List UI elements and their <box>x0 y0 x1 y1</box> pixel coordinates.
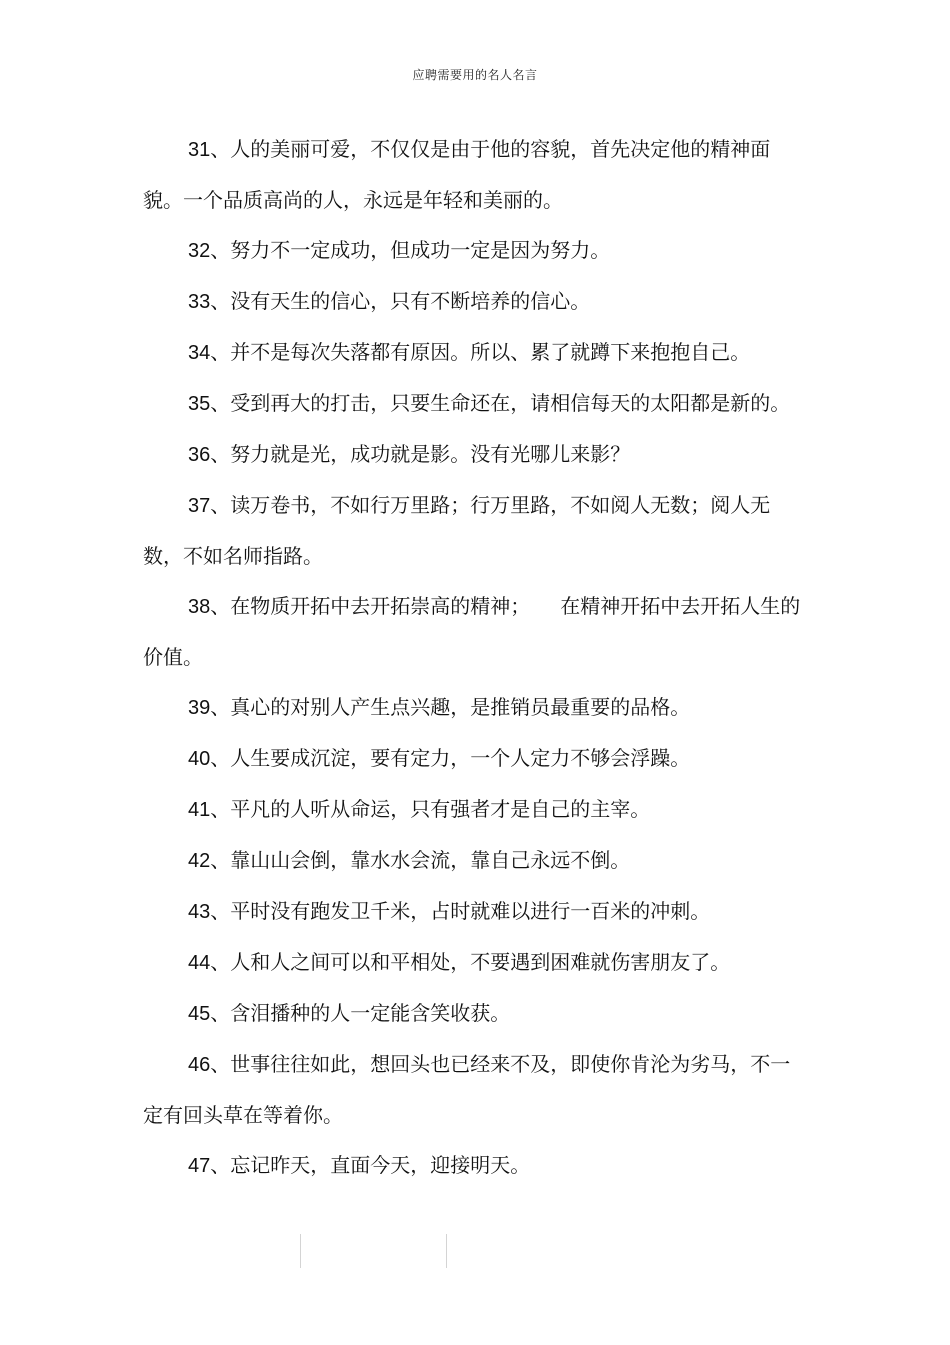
quote-number: 33 <box>188 291 211 313</box>
quote-item <box>143 1039 803 1140</box>
quote-text: 、靠山山会倒，靠水水会流，靠自己永远不倒。 <box>210 848 631 872</box>
quote-item <box>143 378 803 429</box>
quote-item <box>143 886 803 937</box>
quote-number: 42 <box>188 850 211 872</box>
quote-text: 、含泪播种的人一定能含笑收获。 <box>210 1001 511 1025</box>
quote-text: 、人生要成沉淀，要有定力，一个人定力不够会浮躁。 <box>210 746 691 770</box>
quote-item <box>143 1140 803 1191</box>
quote-number: 43 <box>188 901 211 923</box>
quote-item <box>143 733 803 784</box>
quote-text: 、平时没有跑发卫千米，占时就难以进行一百米的冲刺。 <box>210 899 711 923</box>
quote-number: 38 <box>188 596 211 618</box>
divider-line <box>446 1234 447 1268</box>
quote-text: 、平凡的人听从命运，只有强者才是自己的主宰。 <box>210 797 651 821</box>
quote-item <box>143 276 803 327</box>
divider-line <box>300 1234 301 1268</box>
quote-item <box>143 682 803 733</box>
quote-text: 、努力不一定成功，但成功一定是因为努力。 <box>210 238 611 262</box>
quote-text: 、受到再大的打击，只要生命还在，请相信每天的太阳都是新的。 <box>210 391 791 415</box>
quote-item <box>143 327 803 378</box>
quote-text: 、在物质开拓中去开拓崇高的精神； 在精神开拓中去开拓人生的价值。 <box>143 594 801 669</box>
quote-text: 、真心的对别人产生点兴趣，是推销员最重要的品格。 <box>210 695 691 719</box>
quote-text: 、努力就是光，成功就是影。没有光哪儿来影？ <box>210 442 631 466</box>
quote-item <box>143 835 803 886</box>
quote-number: 37 <box>188 495 211 517</box>
quote-number: 31 <box>188 139 211 161</box>
quote-number: 44 <box>188 952 211 974</box>
quote-number: 41 <box>188 799 211 821</box>
quote-item <box>143 988 803 1039</box>
quote-number: 35 <box>188 393 211 415</box>
quote-item <box>143 480 803 581</box>
quote-item <box>143 937 803 988</box>
page-header-title: 应聘需要用的名人名言 <box>412 68 538 82</box>
quote-text: 、忘记昨天，直面今天，迎接明天。 <box>210 1153 531 1177</box>
quote-number: 47 <box>188 1155 211 1177</box>
quote-item <box>143 124 803 225</box>
quote-item <box>143 581 803 682</box>
quote-item <box>143 225 803 276</box>
quote-number: 46 <box>188 1054 211 1076</box>
quote-text: 、没有天生的信心，只有不断培养的信心。 <box>210 289 591 313</box>
quote-number: 40 <box>188 748 211 770</box>
quote-number: 36 <box>188 444 211 466</box>
quote-item <box>143 784 803 835</box>
quote-text: 、并不是每次失落都有原因。所以、累了就蹲下来抱抱自己。 <box>210 340 751 364</box>
quote-text: 、读万卷书，不如行万里路；行万里路，不如阅人无数；阅人无数，不如名师指路。 <box>143 493 771 568</box>
quote-number: 34 <box>188 342 211 364</box>
quote-item <box>143 429 803 480</box>
quote-number: 32 <box>188 240 211 262</box>
quote-number: 45 <box>188 1003 211 1025</box>
quote-text: 、人的美丽可爱，不仅仅是由于他的容貌，首先决定他的精神面貌。一个品质高尚的人，永远是年轻和美丽的。 <box>143 137 771 212</box>
quote-text: 、人和人之间可以和平相处，不要遇到困难就伤害朋友了。 <box>210 950 731 974</box>
quote-list <box>143 124 803 1191</box>
quote-text: 、世事往往如此，想回头也已经来不及，即使你肯沦为劣马，不一定有回头草在等着你。 <box>143 1052 791 1127</box>
quote-number: 39 <box>188 697 211 719</box>
